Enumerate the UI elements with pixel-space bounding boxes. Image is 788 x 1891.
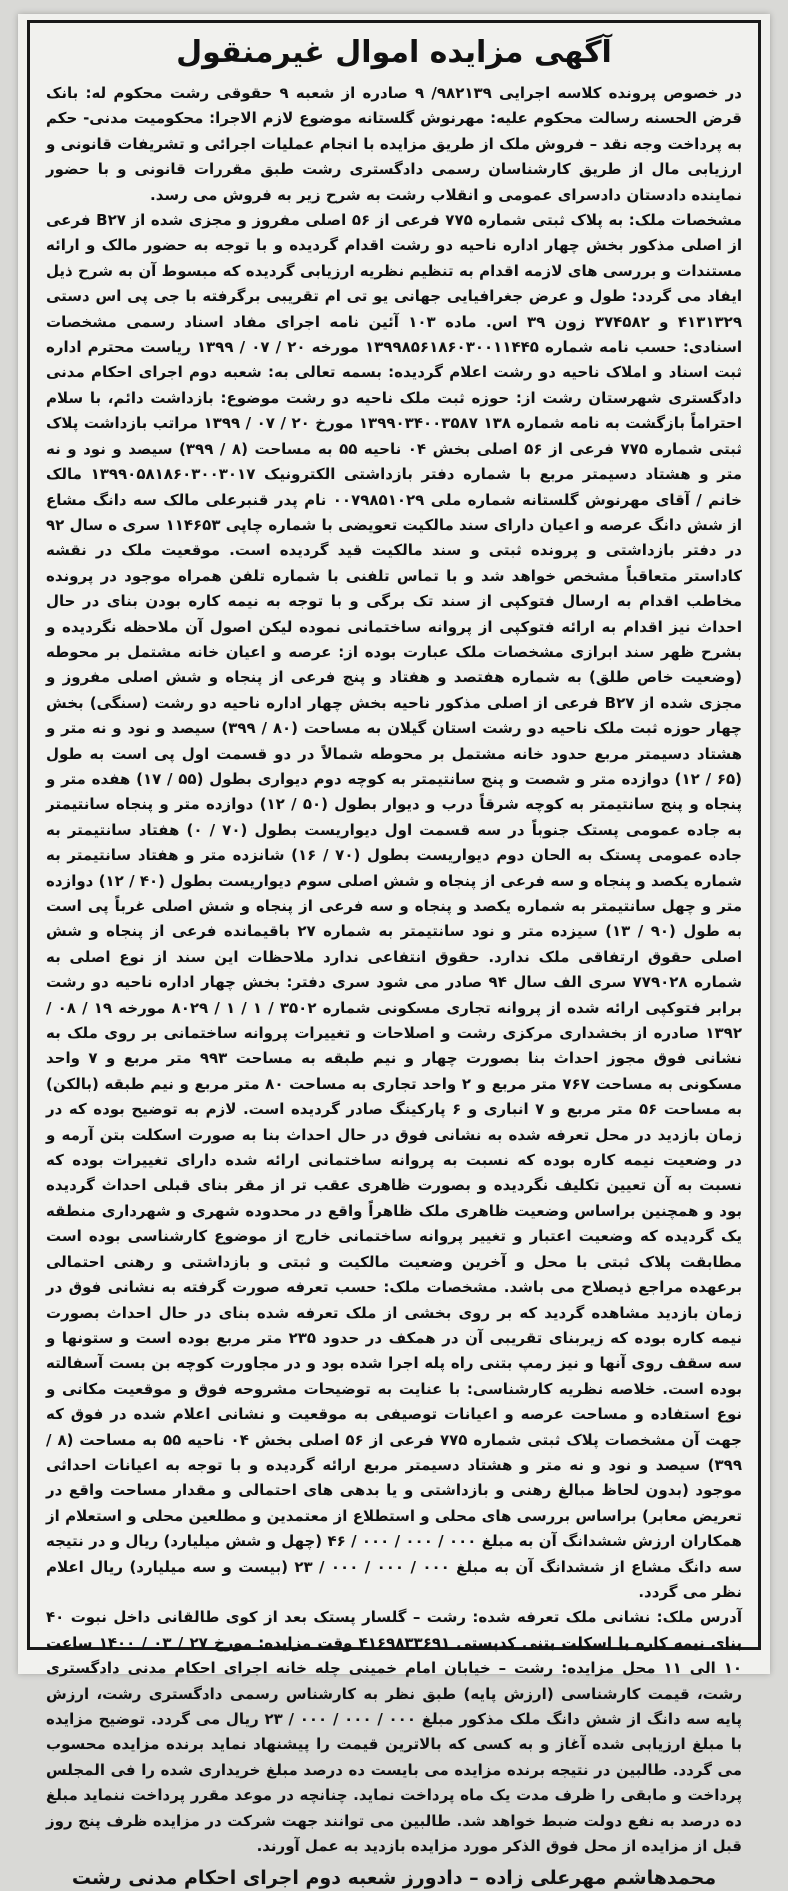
notice-paragraph-property: مشخصات ملک: به پلاک ثبتی شماره ۷۷۵ فرعی از ۵۶ اصلی مفروز و مجزی شده از B۲۷ فرعی از اصلی مذکور بخش چهار اداره ناحیه دو رشت اقدام گردیده و با توجه به حضور مالک و ارائه مستندات و بررسی های لازمه اقدام به تنظیم نظریه ارزیابی گردیده که مبسوط آن به شرح ذیل ایفاد می گردد: طول و عرض جغرافیایی جهانی یو تی ام تقریبی برگرفته با جی پی اس دستی ۴۱۳۱۳۲۹ و ۳۷۴۵۸۲ زون ۳۹ اس. ماده ۱۰۳ آئین نامه اجرای مفاد اسناد رسمی مشخصات اسنادی: حسب نامه شماره ۱۳۹۹۸۵۶۱۸۶۰۳۰۰۱۱۴۴۵ مورخه ۲۰ / ۰۷ / ۱۳۹۹ ریاست محترم اداره ثبت اسناد و املاک ناحیه دو رشت اعلام گردیده: بسمه تعالی به: شعبه دوم اجرای احکام مدنی دادگستری شهرستان رشت از: حوزه ثبت ملک ناحیه دو رشت موضوع: بازداشت دائم، با سلام احتراماً بازگشت به نامه شماره ۱۳۸ ۱۳۹۹۰۳۴۰۰۳۵۸۷ مورخ ۲۰ / ۰۷ / ۱۳۹۹ مراتب بازداشت پلاک ثبتی شماره ۷۷۵ فرعی از ۵۶ اصلی بخش ۰۴ ناحیه ۵۵ به مساحت (۸ / ۳۹۹) سیصد و نود و نه متر و هشتاد دسیمتر مربع با شماره دفتر بازداشتی الکترونیک ۱۳۹۹۰۵۸۱۸۶۰۳۰۰۳۰۱۷ مالک خانم / آقای مهرنوش گلستانه شماره ملی ۰۰۷۹۸۵۱۰۲۹ نام پدر قنبرعلی مالک سه دانگ مشاع از شش دانگ عرصه و اعیان دارای سند مالکیت تعویضی با شماره چاپی ۱۱۴۶۵۳ سری ه سال ۹۲ در دفتر بازداشتی و پرونده ثبتی و سند مالکیت قید گردیده است. موقعیت ملک در نقشه کاداستر متعاقباً مشخص خواهد شد و با تماس تلفنی با شماره تلفن همراه موجود در پرونده مخاطب اقدام به ارسال فتوکپی از سند تک برگی و با توجه به نیمه کاره بودن بنای در حال احداث نیز اقدام به ارائه فتوکپی از پروانه ساختمانی نموده لیکن اصول آن ملاحظه نگردیده و بشرح ظهر سند ابرازی مشخصات ملک عبارت بوده از: عرصه و اعیان خانه مشتمل بر محوطه (وضعیت خاص طلق) به شماره هفتصد و هفتاد و پنج فرعی از پنجاه و شش اصلی مفروز و مجزی شده از B۲۷ فرعی از اصلی مذکور ناحیه بخش چهار اداره ناحیه دو رشت (سنگی) بخش چهار حوزه ثبت ملک ناحیه دو رشت استان گیلان به مساحت (۸۰ / ۳۹۹) سیصد و نود و نه متر و هشتاد دسیمتر مربع حدود خانه مشتمل بر محوطه شمالاً در دو قسمت اول پی است به طول (۶۵ / ۱۲) دوازده متر و شصت و پنج سانتیمتر به کوچه دوم دیواری بطول (۵۵ / ۱۷) هفده متر و پنجاه و پنج سانتیمتر به کوچه شرقاً درب و دیوار بطول (۵۰ / ۱۲) دوازده متر و پنجاه سانتیمتر به جاده عمومی پستک جنوباً در سه قسمت اول دیواریست بطول (۷۰ / ۰) هفتاد سانتیمتر به جاده عمومی پستک به الحان دوم دیواریست بطول (۷۰ / ۱۶) شانزده متر و هفتاد سانتیمتر به شماره یکصد و پنجاه و سه فرعی از پنجاه و شش اصلی سوم دیواریست بطول (۴۰ / ۱۲) دوازده متر و چهل سانتیمتر به شماره یکصد و پنجاه و سه فرعی از پنجاه و شش اصلی غرباً پی است به طول (۹۰ / ۱۳) سیزده متر و نود سانتیمتر به شماره ۲۷ باقیمانده فرعی از پنجاه و شش اصلی حقوق ارتفاقی ملک ندارد. حقوق انتفاعی ندارد ملاحظات این سند از نوع اصلی به شماره ۷۷۹۰۲۸ سری الف سال ۹۴ صادر می شود سری دفتر: بخش چهار اداره ناحیه دو رشت برابر فتوکپی ارائه شده از پروانه تجاری مسکونی شماره ۳۵۰۲ / ۱ / ۱ / ۸۰۲۹ مورخه ۱۹ / ۰۸ / ۱۳۹۲ صادره از بخشداری مرکزی رشت و اصلاحات و تغییرات پروانه ساختمانی بر روی ملک به نشانی فوق مجوز احداث بنا بصورت چهار و نیم طبقه به مساحت ۹۹۳ متر مربع و ۷ واحد مسکونی به مساحت ۷۶۷ متر مربع و ۲ واحد تجاری به مساحت ۸۰ متر مربع و نیم طبقه (بالکن) به مساحت ۵۶ متر مربع و ۷ انباری و ۶ پارکینگ صادر گردیده است. لازم به توضیح بوده که در زمان بازدید در محل تعرفه شده به نشانی فوق در حال احداث بنا به صورت اسکلت بتن آرمه و در وضعیت نیمه کاره بوده که نسبت به پروانه ساختمانی ارائه شده دارای تغییرات بوده که نسبت به آن تعیین تکلیف نگردیده و بصورت ظاهری عقب تر از مقر بنای قبلی احداث گردیده بود و همچنین براساس وضعیت ظاهری ملک ظاهراً واقع در محدوده شهری و شهرداری منطقه یک گردیده که وضعیت اعتبار و تغییر پروانه ساختمانی خارج از موضوع کارشناسی بوده است مطابقت پلاک ثبتی با محل و آخرین وضعیت مالکیت و ثبتی و بازداشتی و رهنی احتمالی برعهده مراجع ذیصلاح می باشد. مشخصات ملک: حسب تعرفه صورت گرفته به نشانی فوق در زمان بازدید مشاهده گردید که بر روی بخشی از ملک تعرفه شده بنای در حال احداث بصورت نیمه کاره بوده که زیربنای تقریبی آن در همکف در حدود ۲۳۵ متر مربع بوده است و ستونها و سه سقف روی آنها و نیز رمپ بتنی راه پله اجرا شده بود و در مجاورت کوچه بن بست آسفالته بوده است. خلاصه نظریه کارشناسی: با عنایت به توضیحات مشروحه فوق و موقعیت مکانی و نوع استفاده و مساحت عرصه و اعیانات توصیفی به موقعیت و نشانی اعلام شده در فوق که جهت آن مشخصات پلاک ثبتی شماره ۷۷۵ فرعی از ۵۶ اصلی بخش ۰۴ ناحیه ۵۵ به مساحت (۸ / ۳۹۹) سیصد و نود و نه متر و هشتاد دسیمتر مربع ارائه گردیده و با توجه به اعیانات احداثی موجود (بدون لحاظ مبالغ رهنی و بازداشتی و یا بدهی های احتمالی و مقدار مساحت واقع در تعریض معابر) براساس بررسی های محلی و استطلاع از معتمدین و مطلعین محلی و استعلام از همکاران ارزش ششدانگ آن به مبلغ ۰۰۰ / ۰۰۰ / ۰۰۰ / ۴۶ (چهل و شش میلیارد) ریال و در نتیجه سه دانگ مشاع از ششدانگ آن به مبلغ ۰۰۰ / ۰۰۰ / ۰۰۰ / ۲۳ (بیست و سه میلیارد) ریال اعلام نظر می گردد. [46, 211, 743, 1601]
notice-title: آگهی مزایده اموال غیرمنقول [176, 35, 612, 70]
notice-signature: محمدهاشم مهرعلی زاده – دادورز شعبه دوم اجرای احکام مدنی رشت [71, 1867, 717, 1890]
notice-paragraph-intro: در خصوص پرونده کلاسه اجرایی ۹۸۲۱۳۹/ ۹ صادره از شعبه ۹ حقوقی رشت محکوم له: بانک قرض الحسنه رسالت محکوم علیه: مهرنوش گلستانه موضوع لازم الاجرا: محکومیت مدنی- حکم به پرداخت وجه نقد – فروش ملک از طریق مزایده با انجام عملیات اجرائی و تشریفات قانونی و ارزیابی مال از طریق کارشناسان رسمی دادگستری رشت طبق مقررات قانونی و با حضور نماینده دادستان دادسرای عمومی و انقلاب رشت به شرح زیر به فروش می رسد. [46, 84, 743, 204]
notice-paragraph-auction: آدرس ملک: نشانی ملک تعرفه شده: رشت – گلسار پستک بعد از کوی طالقانی داخل نبوت ۴۰ بنای نیمه کاره با اسکلت بتنی کدپستی ۴۱۶۹۸۳۳۶۹۱ وقت مزایده: مورخ ۲۷ / ۰۳ / ۱۴۰۰ ساعت ۱۰ الی ۱۱ محل مزایده: رشت – خیابان امام خمینی چله خانه اجرای احکام مدنی دادگستری رشت، قیمت کارشناسی (ارزش پایه) طبق نظر به کارشناس رسمی دادگستری رشت، ارزش پایه سه دانگ از شش دانگ ملک مذکور مبلغ ۰۰۰ / ۰۰۰ / ۰۰۰ / ۲۳ ریال می گردد. توضیح مزایده با مبلغ ارزیابی شده آغاز و به کسی که بالاترین قیمت را پیشنهاد نماید برنده مزایده محسوب می گردد. طالبین در نتیجه برنده مزایده می بایست ده درصد مبلغ خریداری شده را فی المجلس پرداخت و مابقی را ظرف مدت یک ماه پرداخت نماید. چنانچه در موعد مقرر پرداخت ننماید مبلغ ده درصد به نفع دولت ضبط خواهد شد. طالبین می توانند جهت شرکت در مزایده ظرف پنج روز قبل از مزایده از محل فوق الذکر مورد مزایده بازدید به عمل آورند. [46, 1608, 742, 1856]
notice-frame [27, 20, 761, 1890]
notice-body [46, 81, 742, 1859]
